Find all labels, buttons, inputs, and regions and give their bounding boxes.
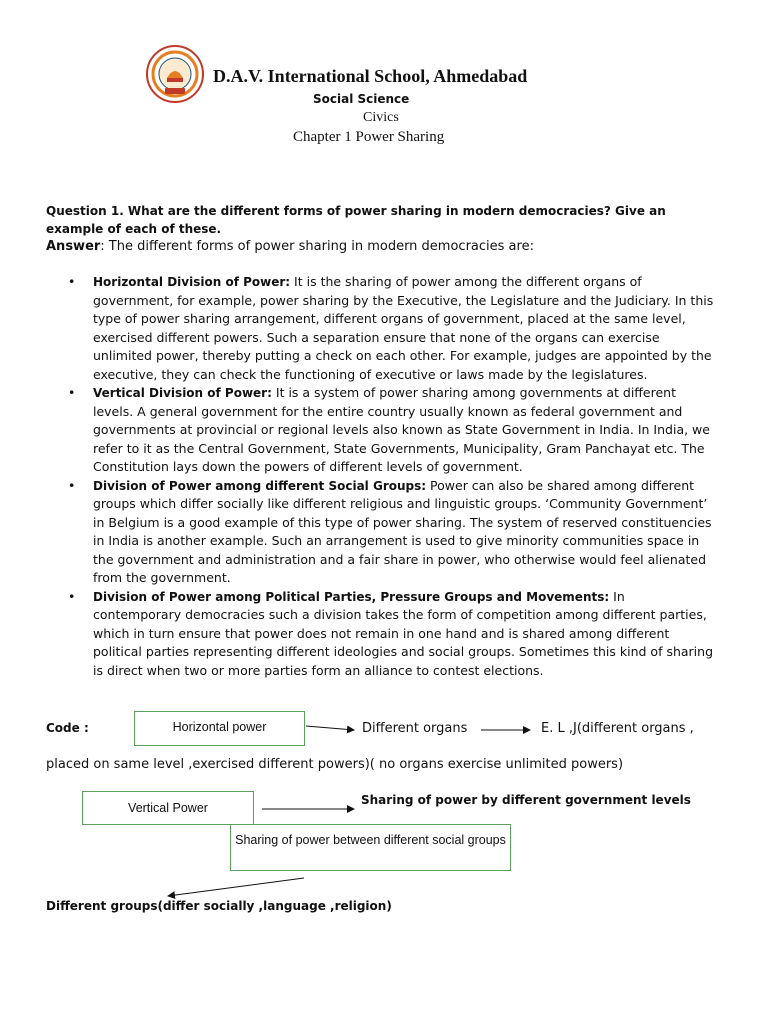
question-text: Question 1. What are the different forms of power sharing in modern democracies? Give an example of each of these.: [46, 204, 666, 236]
subject-title: Social Science: [313, 92, 410, 106]
code-label: Code :: [46, 721, 89, 735]
branch-title: Civics: [363, 110, 399, 125]
different-organs-text: Different organs: [362, 721, 468, 736]
bullet-icon: •: [68, 274, 76, 289]
bullet-heading: Division of Power among different Social Groups:: [93, 478, 427, 493]
bullet-heading: Horizontal Division of Power:: [93, 275, 291, 289]
bullet-text: It is a system of power sharing among governments at different levels. A general government for the entire country usually known as federal government and governments at provincial or regional levels also known as State Government in India. In India, we refer to it as the Central Government, State Governments, Municipality, Gram Panchayat etc. The Constitution lays down the powers of different levels of government.: [93, 385, 710, 474]
bullet-icon: •: [68, 477, 76, 493]
bullet-icon: •: [68, 385, 76, 400]
bullet-text: Power can also be shared among different groups which differ socially like different religious and linguistic groups. ‘Community Government’ in Belgium is a good example of this type of power sharing. The system of reserved constituencies in India is another example. Such an arrangement is used to give minority communities space in the government and administration and a fair share in power, who otherwise would feel alienated from the government.: [93, 477, 712, 585]
bullet-text: It is the sharing of power among the different organs of government, for example, power sharing by the Executive, the Legislature and the Judiciary. In this type of power sharing arrangement, different organs of government, placed at the same level, exercised different powers. Such a separation ensure that none of the organs can exercise unlimited power, thereby putting a check on each other. For example, judges are appointed by the executive, they can check the functioning of executive or laws made by the legislatures.: [93, 274, 714, 382]
vertical-desc-text: Sharing of power by different government levels: [361, 793, 691, 807]
different-groups-text: Different groups(differ socially ,language ,religion): [46, 899, 392, 913]
bullet-text: In contemporary democracies such a division takes the form of competition among different parties, which in turn ensure that power does not remain in one hand and is shared among different political parties representing different ideologies and social groups. Sometimes this kind of sharing is direct when two or more parties form an alliance to contest elections.: [93, 588, 714, 678]
answer-text: : The different forms of power sharing in modern democracies are:: [100, 239, 534, 254]
bullet-heading: Division of Power among Political Parties, Pressure Groups and Movements:: [93, 589, 610, 604]
placed-same-level-text: placed on same level ,exercised different powers)( no organs exercise unlimited powers): [46, 757, 624, 772]
social-groups-box: Sharing of power between different social groups: [230, 824, 511, 871]
bullet-icon: •: [68, 588, 76, 604]
elj-text: E. L ,J(different organs ,: [541, 721, 694, 736]
horizontal-power-box: Horizontal power: [134, 711, 305, 746]
school-name: D.A.V. International School, Ahmedabad: [213, 66, 528, 86]
chapter-title: Chapter 1 Power Sharing: [293, 129, 445, 145]
arrow-to-organs: [306, 726, 354, 730]
vertical-power-box: Vertical Power: [82, 791, 254, 825]
bullet-heading: Vertical Division of Power:: [93, 386, 272, 400]
arrow-to-groups: [168, 878, 304, 896]
answer-label: Answer: [46, 239, 101, 254]
